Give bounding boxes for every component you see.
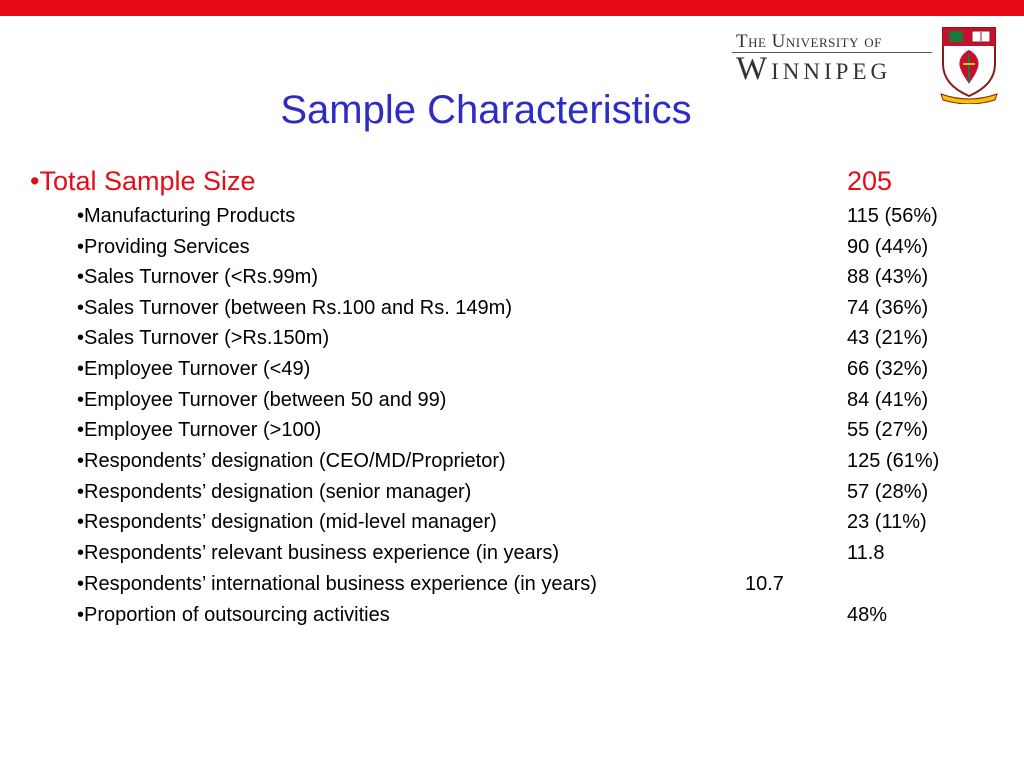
- logo-line-1: The University of: [736, 31, 882, 52]
- list-item-label: •Employee Turnover (between 50 and 99): [77, 389, 447, 411]
- list-item-value: 57 (28%): [847, 481, 929, 503]
- list-item-value: 23 (11%): [847, 511, 927, 533]
- list-item-label: •Respondents’ designation (mid-level manager): [77, 511, 497, 533]
- list-item-value: 84 (41%): [847, 389, 929, 411]
- list-item-label: •Sales Turnover (between Rs.100 and Rs. 149m): [77, 297, 512, 319]
- list-item-label: •Respondents’ international business experience (in years): [77, 573, 597, 595]
- list-item-label: •Proportion of outsourcing activities: [77, 604, 390, 626]
- list-item-label: •Employee Turnover (<49): [77, 358, 311, 380]
- slide-title: Sample Characteristics: [280, 88, 692, 132]
- list-item-value: 115 (56%): [847, 205, 938, 227]
- list-item-label: •Respondents’ designation (senior manager): [77, 481, 472, 503]
- list-item-value: 90 (44%): [847, 236, 929, 258]
- list-item-value: 125 (61%): [847, 450, 940, 472]
- list-item-value: 43 (21%): [847, 327, 929, 349]
- total-sample-size-value: 205: [847, 166, 893, 196]
- list-item-value: 48%: [847, 604, 888, 626]
- list-item-label: •Sales Turnover (<Rs.99m): [77, 266, 318, 288]
- logo-line-2: Winnipeg: [736, 51, 892, 87]
- top-accent-bar: [0, 0, 1024, 16]
- list-item-label: •Respondents’ designation (CEO/MD/Proprietor): [77, 450, 506, 472]
- list-item-value: 74 (36%): [847, 297, 929, 319]
- list-item-label: •Providing Services: [77, 236, 250, 258]
- list-item-value: 55 (27%): [847, 419, 929, 441]
- list-item-value: 11.8: [847, 542, 885, 564]
- list-item-label: •Respondents’ relevant business experience (in years): [77, 542, 560, 564]
- total-sample-size-label: •Total Sample Size: [30, 166, 256, 196]
- list-item-label: •Employee Turnover (>100): [77, 419, 322, 441]
- list-item-label: •Sales Turnover (>Rs.150m): [77, 327, 330, 349]
- list-item-value: 88 (43%): [847, 266, 929, 288]
- list-item-value: 10.7: [745, 573, 784, 595]
- list-item-label: •Manufacturing Products: [77, 205, 296, 227]
- list-item-value: 66 (32%): [847, 358, 929, 380]
